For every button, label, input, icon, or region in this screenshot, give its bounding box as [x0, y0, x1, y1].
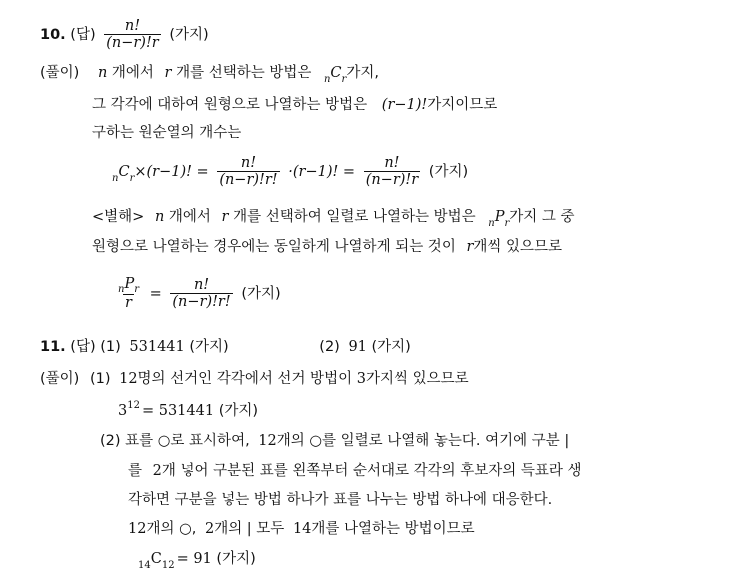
- p11-solution-2-line-4: [128, 518, 475, 540]
- equation-fraction-2: [364, 155, 421, 189]
- var-r: r: [221, 209, 229, 225]
- fraction-denominator: (n−r)!r: [106, 35, 159, 51]
- var-n: n: [154, 209, 165, 225]
- permutation-symbol: P: [124, 276, 135, 292]
- text: 표를 ○로 표시하여,: [125, 433, 250, 449]
- alt-solution-line-2: [92, 236, 562, 258]
- unit: (가지): [428, 164, 469, 180]
- fraction-denominator: (n−r)!r: [365, 172, 419, 188]
- combination-subscript: 12: [161, 560, 175, 571]
- fraction-numerator: n!: [124, 18, 141, 34]
- number: 3: [356, 371, 366, 387]
- solution-label: (풀이): [40, 65, 80, 81]
- number: 12: [119, 371, 138, 387]
- text: 개의 ○를 일렬로 나열해 놓는다. 여기에 구분 |: [276, 433, 570, 449]
- power-exponent: 12: [127, 400, 140, 411]
- solution-line-1: (풀이) n 개에서 r 개를 선택하는 방법은 $_nC_r$가지,: [40, 65, 379, 85]
- number: 2: [152, 463, 162, 479]
- text: 개 넣어 구분된 표를 왼쪽부터 순서대로 각각의 후보자의 득표라 생: [161, 463, 582, 479]
- part-label: (1): [89, 371, 111, 387]
- text: 가지 그 중: [509, 209, 575, 225]
- number: 2: [204, 521, 215, 537]
- answer-2-label: (2): [319, 339, 340, 355]
- text: 가지,: [346, 65, 379, 81]
- unit: (가지): [189, 339, 229, 355]
- math-expr: = 91: [176, 551, 212, 567]
- combination-symbol: C: [150, 551, 162, 567]
- solution-line-3: 구하는 원순열의 개수는: [92, 125, 242, 141]
- text: 개를 선택하는 방법은: [176, 65, 312, 81]
- text: 원형으로 나열하는 경우에는 동일하게 나열하게 되는 것이: [92, 239, 456, 255]
- answer-1-label: (1): [100, 339, 121, 355]
- text: 를: [128, 463, 143, 479]
- text: 개씩 있으므로: [473, 239, 563, 255]
- fraction-numerator: n!: [240, 155, 257, 171]
- problem-10-answer-line: [40, 18, 209, 52]
- answer-2-value: 91: [348, 339, 367, 355]
- fraction-denominator: (n−r)!r!: [219, 172, 278, 188]
- permutation-symbol: P: [494, 209, 505, 225]
- answer-fraction: [104, 18, 161, 52]
- alt-final-equation: [112, 276, 281, 312]
- text: 가지이므로: [427, 97, 498, 113]
- p11-solution-2-line-3: 각하면 구분을 넣는 방법 하나가 표를 나누는 방법 하나에 대응한다.: [128, 492, 553, 508]
- unit: (가지): [241, 286, 281, 302]
- equals-sign: =: [149, 286, 162, 302]
- math-expr: = 531441: [141, 403, 215, 419]
- text: 명의 선거인 각각에서 선거 방법이: [137, 371, 353, 387]
- var-n: n: [97, 65, 108, 81]
- answer-label: (답): [70, 339, 96, 355]
- combination-symbol: C: [118, 164, 130, 180]
- text: 가지씩 있으므로: [365, 371, 469, 387]
- power-base: 3: [118, 403, 128, 419]
- fraction-permutation-over-r: $\frac{_nP_r}{r}$: [118, 276, 139, 311]
- problem-number: 11.: [40, 339, 66, 355]
- number: 14: [292, 521, 312, 537]
- text: 개에서: [168, 209, 211, 225]
- fraction-denominator: (n−r)!r!: [172, 294, 231, 310]
- math-expr: (r−1)!: [381, 97, 428, 113]
- fraction-denominator: r: [125, 295, 132, 311]
- answer-unit: (가지): [169, 27, 209, 43]
- var-r: r: [466, 239, 474, 255]
- part-label: (2): [100, 433, 121, 449]
- number: 12: [128, 521, 147, 537]
- solution-line-2: [92, 94, 497, 116]
- text: 그 각각에 대하여 원형으로 나열하는 방법은: [92, 97, 368, 113]
- main-equation: $_nC_r\times(r-1)$! = $\frac{n!}{(n-r)!r!}$ ·(r−1)! = $\frac{n!}{(n-r)!r}$ (가지): [112, 155, 469, 188]
- combination-pre-subscript: 14: [138, 560, 151, 571]
- p11-solution-1: [40, 368, 469, 390]
- unit: (가지): [218, 403, 259, 419]
- var-r: r: [164, 65, 172, 81]
- math-expr: ·(r−1)! =: [288, 164, 356, 180]
- number: 12: [258, 433, 277, 449]
- final-fraction: [170, 277, 232, 311]
- text: 개의 ○,: [146, 521, 197, 537]
- text: 개의 | 모두: [214, 521, 285, 537]
- p11-solution-2-line-2: [128, 460, 582, 482]
- unit: (가지): [216, 551, 256, 567]
- combination-symbol: C: [330, 65, 342, 81]
- text: 개를 나열하는 방법이므로: [311, 521, 475, 537]
- p11-power-equation: [118, 400, 258, 424]
- problem-number: 10.: [40, 27, 66, 43]
- math-expr: ×(r−1)! =: [134, 164, 209, 180]
- fraction-numerator: n!: [384, 155, 400, 171]
- text: 개를 선택하여 일렬로 나열하는 방법은: [233, 209, 476, 225]
- equation-fraction-1: [217, 155, 279, 189]
- answer-label: (답): [70, 27, 96, 43]
- alt-solution-label: <별해>: [92, 209, 145, 225]
- p11-solution-2-line-1: [100, 430, 569, 452]
- fraction-numerator: n!: [193, 277, 210, 293]
- alt-solution-line-1: <별해> n 개에서 r 개를 선택하여 일렬로 나열하는 방법은 $_nP_r$가지 그 중: [92, 209, 575, 229]
- problem-11-answer-line: [40, 336, 411, 358]
- solution-label: (풀이): [40, 371, 80, 387]
- p11-combination-equation: [138, 548, 256, 572]
- unit: (가지): [371, 339, 411, 355]
- text: 개에서: [111, 65, 154, 81]
- answer-1-value: 531441: [129, 339, 185, 355]
